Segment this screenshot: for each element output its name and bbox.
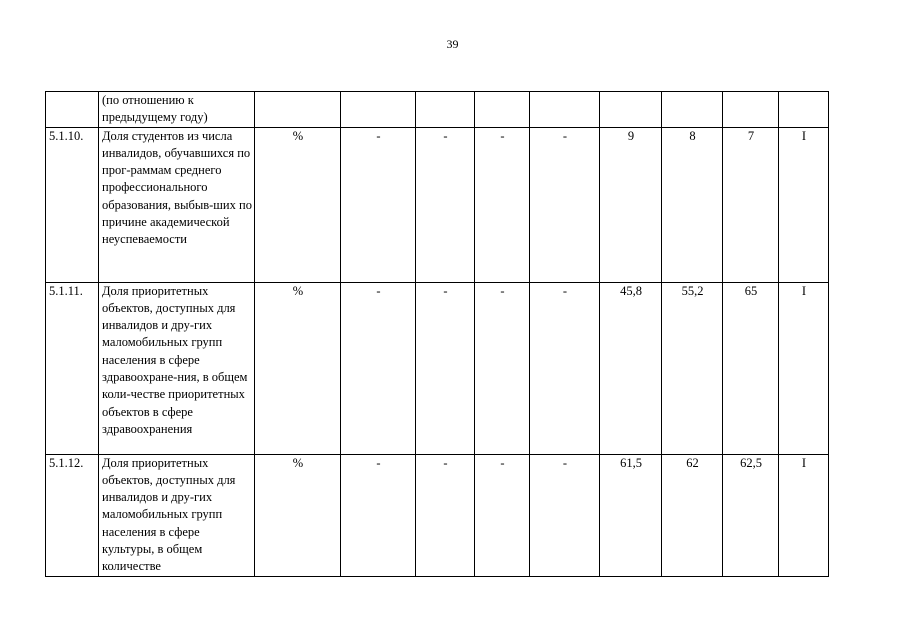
row-number bbox=[46, 92, 99, 128]
value-cell bbox=[600, 92, 662, 128]
value-cell: 7 bbox=[723, 127, 779, 282]
value-cell: 45,8 bbox=[600, 282, 662, 454]
unit-cell: % bbox=[255, 127, 341, 282]
value-cell: - bbox=[416, 127, 475, 282]
unit-cell: % bbox=[255, 454, 341, 576]
value-cell: - bbox=[416, 282, 475, 454]
value-cell: - bbox=[341, 127, 416, 282]
table-row bbox=[46, 92, 829, 128]
table-row bbox=[46, 282, 829, 454]
value-cell: - bbox=[530, 454, 600, 576]
value-cell: - bbox=[475, 127, 530, 282]
indicator-name: Доля студентов из числа инвалидов, обучавшихся по прог-раммам среднего профессионального образования, выбыв-ших по причине академической неуспеваемости bbox=[99, 127, 255, 282]
source-cell bbox=[779, 92, 829, 128]
value-cell bbox=[341, 92, 416, 128]
value-cell: - bbox=[475, 454, 530, 576]
value-cell bbox=[723, 92, 779, 128]
source-cell: I bbox=[779, 454, 829, 576]
value-cell: 62,5 bbox=[723, 454, 779, 576]
source-cell: I bbox=[779, 127, 829, 282]
value-cell: 55,2 bbox=[662, 282, 723, 454]
value-cell bbox=[530, 92, 600, 128]
value-cell: - bbox=[530, 282, 600, 454]
value-cell bbox=[475, 92, 530, 128]
value-cell bbox=[662, 92, 723, 128]
value-cell: 9 bbox=[600, 127, 662, 282]
page-number: 39 bbox=[446, 37, 459, 51]
row-number: 5.1.12. bbox=[46, 454, 99, 576]
unit-cell: % bbox=[255, 282, 341, 454]
indicator-name: (по отношению к предыдущему году) bbox=[99, 92, 255, 128]
source-cell: I bbox=[779, 282, 829, 454]
value-cell: 62 bbox=[662, 454, 723, 576]
value-cell: 65 bbox=[723, 282, 779, 454]
value-cell: 61,5 bbox=[600, 454, 662, 576]
unit-cell bbox=[255, 92, 341, 128]
indicators-table bbox=[45, 91, 829, 577]
row-number: 5.1.11. bbox=[46, 282, 99, 454]
indicator-name: Доля приоритетных объектов, доступных для инвалидов и дру-гих маломобильных групп населения в сфере культуры, в общем количестве bbox=[99, 454, 255, 576]
indicator-name: Доля приоритетных объектов, доступных для инвалидов и дру-гих маломобильных групп населения в сфере здравоохране-ния, в общем коли-честве приоритетных объектов в сфере здравоохранения bbox=[99, 282, 255, 454]
value-cell: - bbox=[475, 282, 530, 454]
row-number: 5.1.10. bbox=[46, 127, 99, 282]
value-cell: - bbox=[530, 127, 600, 282]
value-cell: - bbox=[341, 454, 416, 576]
table-row bbox=[46, 127, 829, 282]
table-row bbox=[46, 454, 829, 576]
value-cell: 8 bbox=[662, 127, 723, 282]
value-cell: - bbox=[341, 282, 416, 454]
value-cell bbox=[416, 92, 475, 128]
value-cell: - bbox=[416, 454, 475, 576]
